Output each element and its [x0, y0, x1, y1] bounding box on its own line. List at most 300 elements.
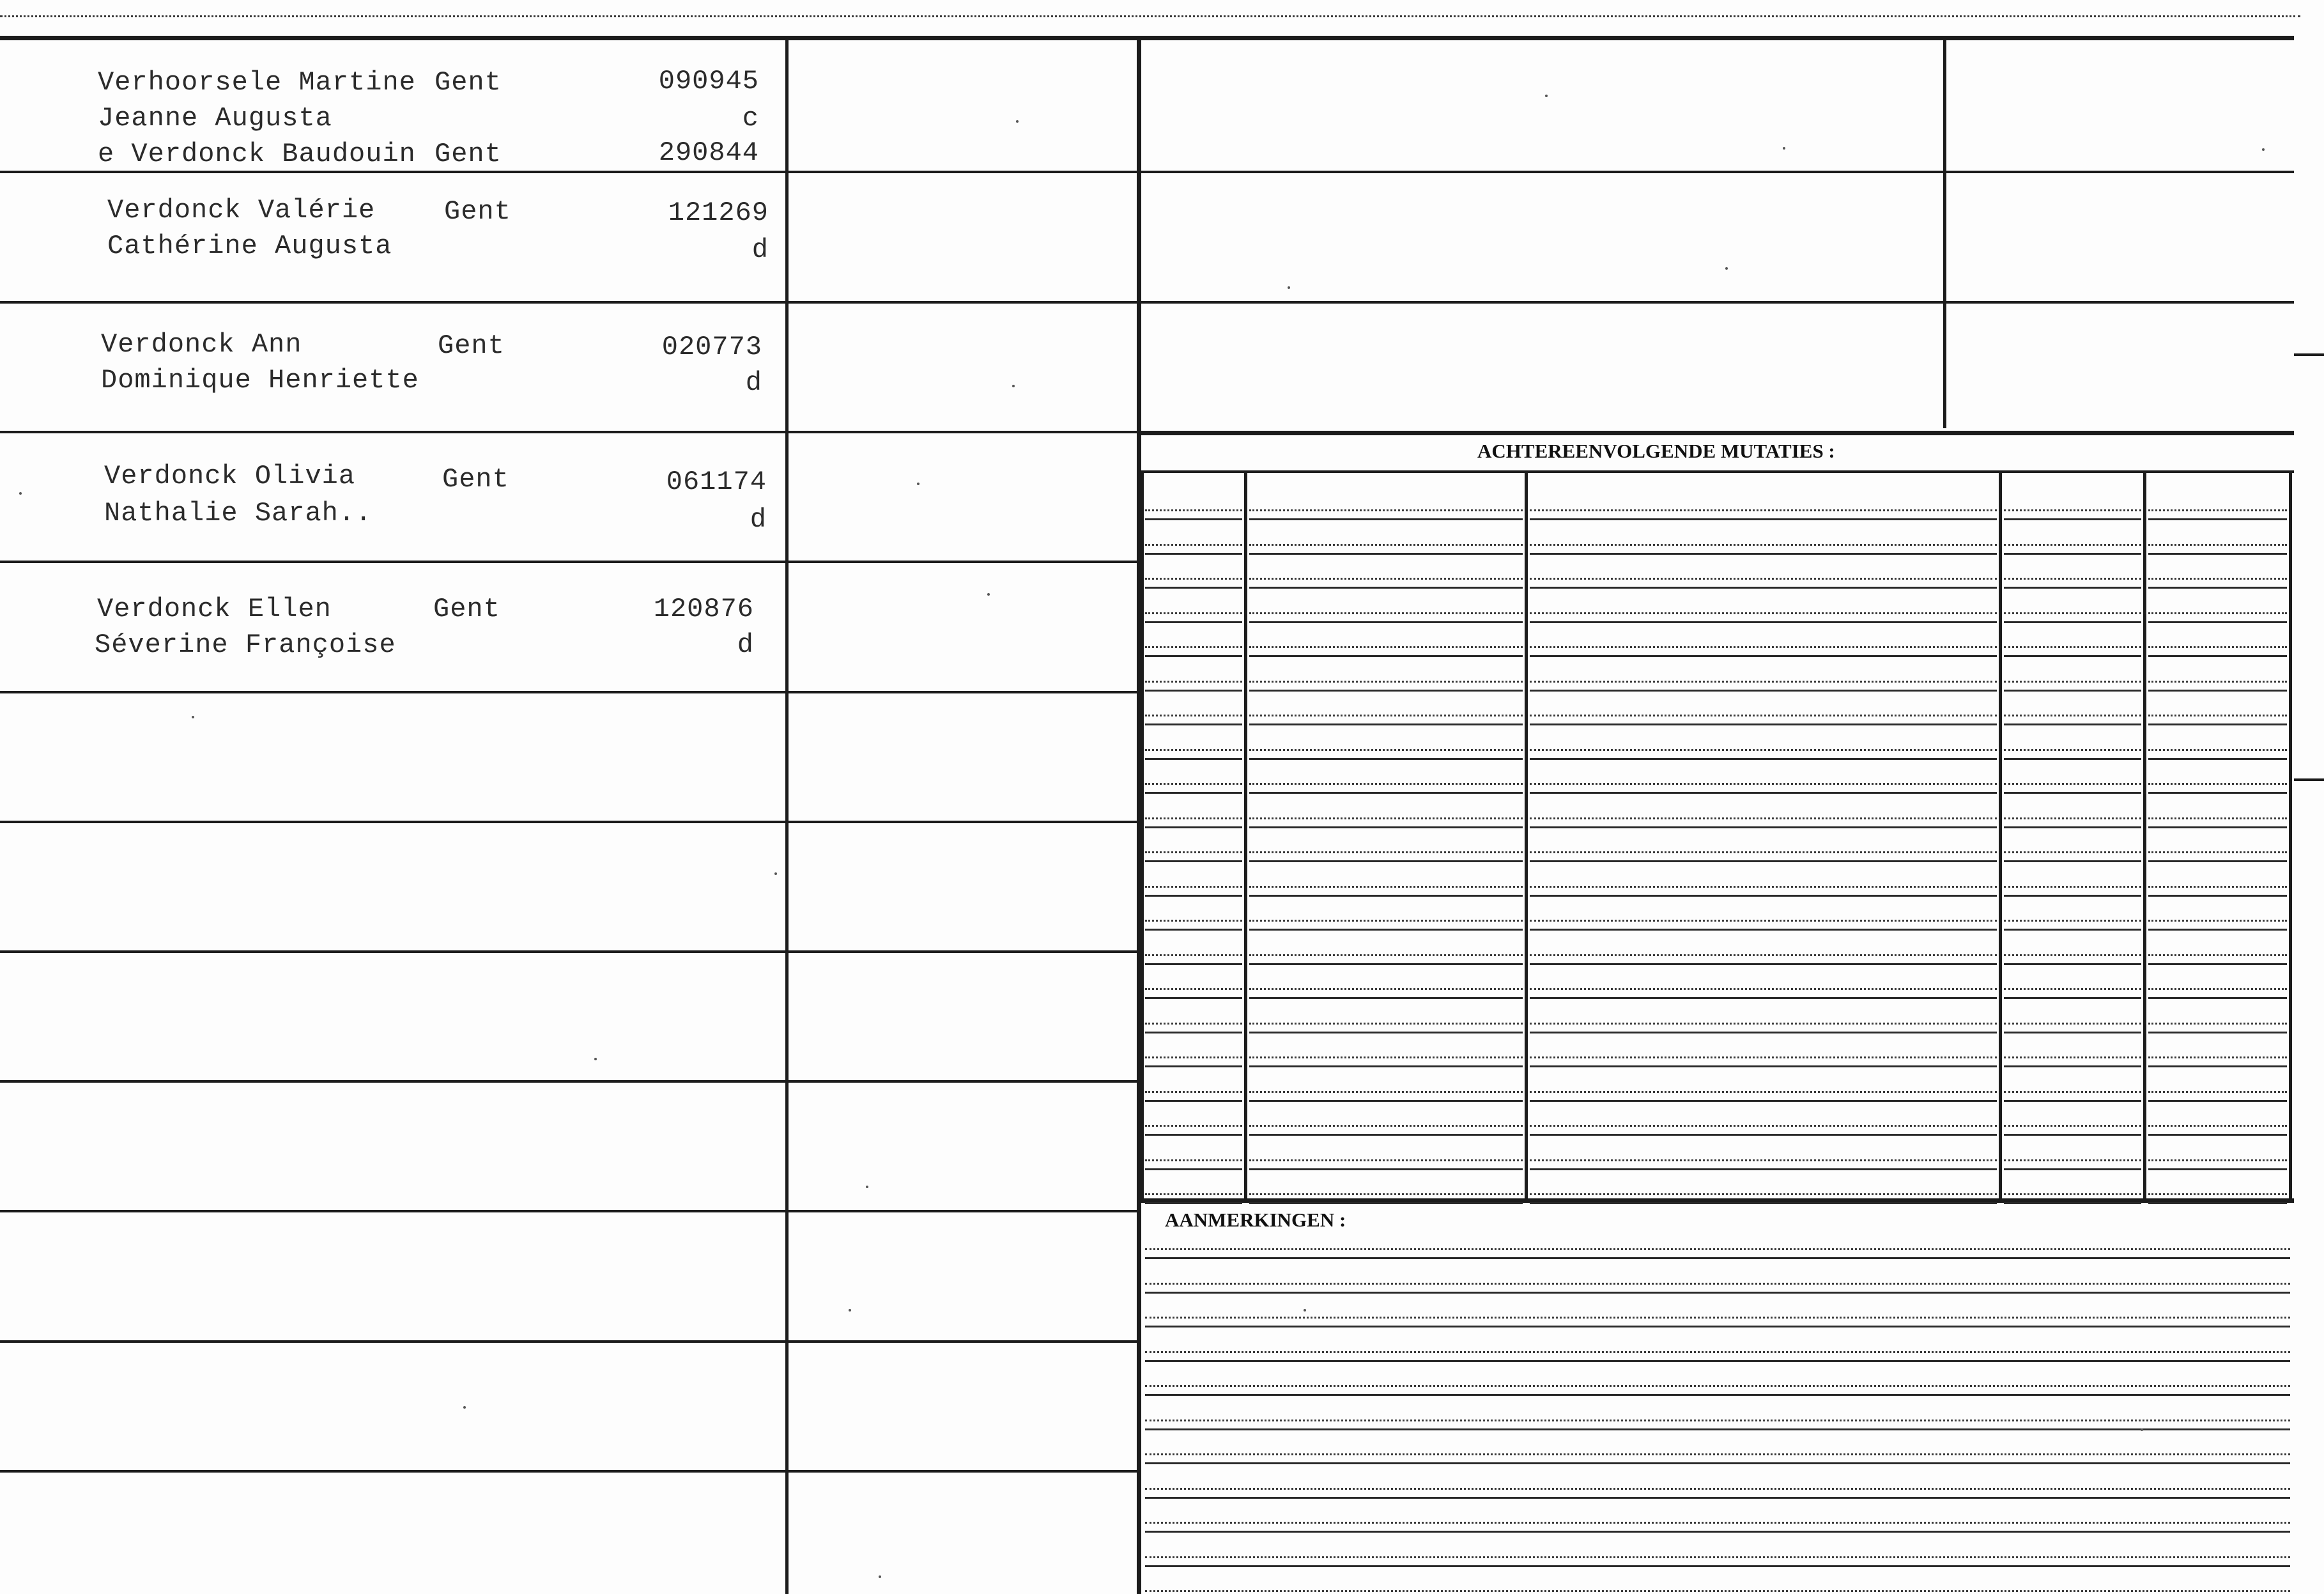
scan-speck	[879, 1575, 881, 1578]
scan-speck	[19, 492, 22, 495]
mutaties-solid-rule	[1145, 690, 1242, 692]
mutaties-dotted-rule	[1530, 612, 1997, 614]
row-separator	[0, 950, 1139, 953]
scan-speck	[192, 716, 194, 718]
mutaties-solid-rule	[2004, 690, 2141, 692]
mutaties-dotted-rule	[2004, 817, 2141, 819]
mutaties-dotted-rule	[2148, 1125, 2287, 1127]
aanmerkingen-dotted-rule	[1145, 1453, 2290, 1455]
mutaties-dotted-rule	[1530, 1091, 1997, 1093]
mutaties-dotted-rule	[2148, 1056, 2287, 1058]
mutaties-solid-rule	[1249, 895, 1523, 897]
mutaties-dotted-rule	[1530, 817, 1997, 819]
mutaties-solid-rule	[1530, 587, 1997, 589]
aanmerkingen-dotted-rule	[1145, 1420, 2290, 1421]
mutaties-dotted-rule	[1530, 886, 1997, 888]
record-date: 020773	[661, 332, 762, 362]
scan-speck	[463, 1406, 466, 1409]
mutaties-solid-rule	[1530, 723, 1997, 725]
scan-speck	[866, 1186, 868, 1188]
mutaties-solid-rule	[1249, 518, 1523, 520]
mutaties-dotted-rule	[1249, 988, 1523, 990]
mutaties-dotted-rule	[2004, 749, 2141, 751]
record-place: Gent	[433, 594, 500, 624]
row-separator	[0, 1080, 1139, 1083]
row-separator	[0, 821, 1139, 823]
mutaties-solid-rule	[1530, 1202, 1997, 1204]
scan-speck	[1783, 147, 1785, 150]
mutaties-dotted-rule	[2004, 920, 2141, 922]
aanmerkingen-dotted-rule	[1145, 1385, 2290, 1387]
mutaties-solid-rule	[2004, 1168, 2141, 1170]
top-border	[0, 36, 2294, 40]
mutaties-dotted-rule	[1145, 851, 1242, 853]
mutaties-solid-rule	[1530, 963, 1997, 965]
mutaties-solid-rule	[1145, 929, 1242, 931]
mutaties-dotted-rule	[1145, 817, 1242, 819]
mutaties-solid-rule	[1249, 723, 1523, 725]
mutaties-dotted-rule	[2004, 646, 2141, 648]
aanmerkingen-dotted-rule	[1145, 1351, 2290, 1353]
mutaties-solid-rule	[2148, 621, 2287, 623]
mutaties-solid-rule	[1145, 553, 1242, 555]
mutaties-dotted-rule	[1249, 544, 1523, 546]
mutaties-solid-rule	[1145, 1065, 1242, 1067]
mutaties-dotted-rule	[1145, 1159, 1242, 1161]
record-code: d	[745, 368, 762, 398]
mutaties-solid-rule	[1530, 655, 1997, 657]
mutaties-dotted-rule	[2004, 509, 2141, 511]
mutaties-dotted-rule	[1530, 920, 1997, 922]
scan-speck	[1016, 120, 1019, 123]
record-spouse-date: 290844	[658, 137, 759, 168]
mutaties-solid-rule	[2004, 997, 2141, 999]
mutaties-solid-rule	[1145, 860, 1242, 862]
row-separator	[0, 431, 1139, 433]
mutaties-dotted-rule	[1145, 1193, 1242, 1195]
mutaties-dotted-rule	[2004, 954, 2141, 956]
mutaties-dotted-rule	[1145, 544, 1242, 546]
aanmerkingen-dotted-rule	[1145, 1488, 2290, 1490]
mutaties-solid-rule	[1249, 758, 1523, 760]
scan-speck	[917, 483, 920, 485]
mutaties-dotted-rule	[1249, 578, 1523, 580]
mutaties-dotted-rule	[1249, 920, 1523, 922]
mutaties-solid-rule	[2148, 929, 2287, 931]
mutaties-dotted-rule	[1145, 1023, 1242, 1025]
mutaties-solid-rule	[1530, 553, 1997, 555]
aanmerkingen-dotted-rule	[1145, 1248, 2290, 1250]
mutaties-solid-rule	[2004, 587, 2141, 589]
mutaties-solid-rule	[2004, 1065, 2141, 1067]
row-separator	[0, 1340, 1139, 1343]
mutaties-solid-rule	[1249, 655, 1523, 657]
mutaties-solid-rule	[1530, 997, 1997, 999]
mutaties-solid-rule	[2148, 690, 2287, 692]
mutaties-dotted-rule	[1145, 646, 1242, 648]
record-date: 120876	[653, 594, 754, 624]
row-separator	[0, 301, 1139, 304]
mutaties-dotted-rule	[2148, 681, 2287, 683]
mutaties-solid-rule	[2004, 553, 2141, 555]
mutaties-solid-rule	[1145, 1032, 1242, 1033]
row-separator	[0, 561, 1139, 563]
record-name-line1: Verdonck Valérie	[107, 195, 376, 226]
right-row-separator	[1139, 171, 2294, 173]
mutaties-solid-rule	[1530, 1100, 1997, 1102]
mutaties-solid-rule	[1145, 895, 1242, 897]
scan-speck	[1545, 95, 1548, 97]
mutaties-solid-rule	[2148, 518, 2287, 520]
mutaties-col-divider	[2143, 470, 2146, 1200]
mutaties-dotted-rule	[2004, 612, 2141, 614]
mutaties-dotted-rule	[1530, 988, 1997, 990]
mutaties-solid-rule	[2148, 1100, 2287, 1102]
row-separator	[0, 1210, 1139, 1212]
mutaties-solid-rule	[1530, 518, 1997, 520]
mutaties-solid-rule	[2004, 792, 2141, 794]
mutaties-solid-rule	[1249, 792, 1523, 794]
mutaties-col-divider	[1244, 470, 1247, 1200]
record-name-line2: Dominique Henriette	[101, 365, 419, 396]
mutaties-dotted-rule	[1249, 646, 1523, 648]
mutaties-solid-rule	[2148, 792, 2287, 794]
scan-speck	[987, 593, 990, 596]
mutaties-solid-rule	[1145, 963, 1242, 965]
mutaties-solid-rule	[1145, 723, 1242, 725]
mutaties-dotted-rule	[2004, 1056, 2141, 1058]
mutaties-dotted-rule	[1145, 715, 1242, 716]
mutaties-dotted-rule	[1249, 1159, 1523, 1161]
record-place: Gent	[438, 330, 505, 361]
mutaties-solid-rule	[1530, 792, 1997, 794]
mutaties-dotted-rule	[2148, 920, 2287, 922]
mutaties-solid-rule	[1249, 1134, 1523, 1136]
mutaties-solid-rule	[1249, 860, 1523, 862]
mutaties-dotted-rule	[2148, 749, 2287, 751]
mutaties-dotted-rule	[1249, 851, 1523, 853]
aanmerkingen-solid-rule	[1145, 1394, 2290, 1396]
mutaties-dotted-rule	[1530, 851, 1997, 853]
mutaties-solid-rule	[2004, 860, 2141, 862]
mutaties-dotted-rule	[1530, 1193, 1997, 1195]
mutaties-solid-rule	[2004, 621, 2141, 623]
scan-speck	[2141, 1428, 2143, 1431]
mutaties-solid-rule	[1530, 860, 1997, 862]
mutaties-dotted-rule	[1145, 578, 1242, 580]
mutaties-dotted-rule	[1145, 954, 1242, 956]
mutaties-solid-rule	[1145, 1100, 1242, 1102]
record-code: d	[751, 235, 769, 265]
mutaties-dotted-rule	[1249, 749, 1523, 751]
mutaties-dotted-rule	[1145, 1091, 1242, 1093]
mutaties-solid-rule	[1249, 553, 1523, 555]
mutaties-dotted-rule	[2004, 578, 2141, 580]
mutaties-solid-rule	[1530, 929, 1997, 931]
mutaties-solid-rule	[2148, 655, 2287, 657]
mutaties-solid-rule	[1530, 621, 1997, 623]
row-separator	[0, 1470, 1139, 1473]
mutaties-dotted-rule	[2004, 1159, 2141, 1161]
mutaties-dotted-rule	[1145, 612, 1242, 614]
divider-col1	[785, 38, 789, 1594]
mutaties-dotted-rule	[2148, 851, 2287, 853]
mutaties-solid-rule	[2004, 1134, 2141, 1136]
mutaties-dotted-rule	[2004, 1023, 2141, 1025]
mutaties-dotted-rule	[1530, 783, 1997, 785]
mutaties-solid-rule	[1145, 1134, 1242, 1136]
mutaties-solid-rule	[1249, 1032, 1523, 1033]
aanmerkingen-solid-rule	[1145, 1428, 2290, 1430]
aanmerkingen-dotted-rule	[1145, 1590, 2290, 1592]
mutaties-solid-rule	[2004, 826, 2141, 828]
scan-speck	[849, 1309, 851, 1312]
mutaties-solid-rule	[1249, 929, 1523, 931]
mutaties-dotted-rule	[2148, 715, 2287, 716]
mutaties-solid-rule	[2004, 895, 2141, 897]
row-separator	[0, 691, 1139, 693]
mutaties-dotted-rule	[2004, 681, 2141, 683]
mutaties-dotted-rule	[1249, 1056, 1523, 1058]
record-name-line1: Verdonck Olivia	[104, 461, 356, 491]
mutaties-solid-rule	[2148, 997, 2287, 999]
mutaties-solid-rule	[1530, 826, 1997, 828]
mutaties-col-divider	[1525, 470, 1528, 1200]
mutaties-col-divider	[1999, 470, 2002, 1200]
aanmerkingen-heading: AANMERKINGEN :	[1165, 1209, 1346, 1231]
mutaties-dotted-rule	[1145, 886, 1242, 888]
record-name-line2: Nathalie Sarah..	[104, 498, 373, 529]
mutaties-solid-rule	[1145, 826, 1242, 828]
mutaties-solid-rule	[1530, 1134, 1997, 1136]
mutaties-solid-rule	[2148, 758, 2287, 760]
mutaties-solid-rule	[1530, 690, 1997, 692]
aanmerkingen-solid-rule	[1145, 1292, 2290, 1294]
mutaties-dotted-rule	[1145, 681, 1242, 683]
mutaties-solid-rule	[2004, 929, 2141, 931]
mutaties-solid-rule	[2004, 1202, 2141, 1204]
mutaties-solid-rule	[2148, 895, 2287, 897]
mutaties-dotted-rule	[2148, 1193, 2287, 1195]
mutaties-dotted-rule	[2004, 988, 2141, 990]
mutaties-dotted-rule	[2004, 1091, 2141, 1093]
mutaties-dotted-rule	[1530, 715, 1997, 716]
aanmerkingen-dotted-rule	[1145, 1317, 2290, 1319]
mutaties-solid-rule	[1249, 587, 1523, 589]
mutaties-grid-top	[1139, 470, 2294, 473]
mutaties-dotted-rule	[1530, 749, 1997, 751]
scan-speck	[1288, 286, 1290, 289]
record-spouse-place: Gent	[435, 139, 502, 169]
row-separator	[0, 171, 1139, 173]
mutaties-dotted-rule	[1145, 988, 1242, 990]
scan-speck	[1012, 385, 1015, 387]
mutaties-solid-rule	[2004, 655, 2141, 657]
scan-speck	[1304, 1309, 1306, 1312]
mutaties-dotted-rule	[2004, 886, 2141, 888]
mutaties-dotted-rule	[1530, 954, 1997, 956]
mutaties-solid-rule	[2148, 553, 2287, 555]
mutaties-solid-rule	[2148, 860, 2287, 862]
record-place: Gent	[435, 67, 502, 98]
mutaties-solid-rule	[2004, 1032, 2141, 1033]
mutaties-dotted-rule	[2004, 783, 2141, 785]
scan-speck	[594, 1058, 597, 1060]
mutaties-dotted-rule	[2148, 612, 2287, 614]
mutaties-dotted-rule	[1145, 509, 1242, 511]
mutaties-dotted-rule	[1530, 1056, 1997, 1058]
mutaties-solid-rule	[1249, 690, 1523, 692]
mutaties-dotted-rule	[2004, 544, 2141, 546]
mutaties-dotted-rule	[1145, 1056, 1242, 1058]
mutaties-dotted-rule	[2148, 578, 2287, 580]
mutaties-solid-rule	[1249, 997, 1523, 999]
mutaties-solid-rule	[2004, 758, 2141, 760]
mutaties-dotted-rule	[1145, 749, 1242, 751]
mutaties-solid-rule	[2148, 826, 2287, 828]
mutaties-solid-rule	[1249, 1100, 1523, 1102]
mutaties-solid-rule	[2148, 1065, 2287, 1067]
mutaties-solid-rule	[2148, 1032, 2287, 1033]
mutaties-dotted-rule	[2004, 715, 2141, 716]
mutaties-dotted-rule	[2004, 1193, 2141, 1195]
record-code: c	[742, 103, 759, 134]
mutaties-solid-rule	[2004, 1100, 2141, 1102]
mutaties-solid-rule	[1249, 621, 1523, 623]
record-date: 090945	[658, 66, 759, 97]
mutaties-solid-rule	[1145, 518, 1242, 520]
mutaties-solid-rule	[1145, 587, 1242, 589]
mutaties-dotted-rule	[1249, 1091, 1523, 1093]
mutaties-dotted-rule	[2148, 1023, 2287, 1025]
mutaties-solid-rule	[2148, 1168, 2287, 1170]
mutaties-dotted-rule	[1249, 886, 1523, 888]
record-place: Gent	[442, 464, 509, 495]
mutaties-dotted-rule	[1530, 509, 1997, 511]
mutaties-dotted-rule	[1249, 715, 1523, 716]
mutaties-dotted-rule	[1249, 817, 1523, 819]
mutaties-dotted-rule	[1530, 1023, 1997, 1025]
scan-speck	[1725, 267, 1728, 270]
record-name-line1: Verdonck Ann	[101, 329, 302, 360]
record-date: 121269	[668, 197, 769, 228]
mutaties-solid-rule	[1145, 1168, 1242, 1170]
mutaties-solid-rule	[1145, 655, 1242, 657]
aanmerkingen-dotted-rule	[1145, 1556, 2290, 1558]
margin-tick	[2294, 778, 2324, 781]
mutaties-solid-rule	[2148, 1134, 2287, 1136]
mutaties-solid-rule	[1249, 1168, 1523, 1170]
mutaties-dotted-rule	[1249, 1125, 1523, 1127]
mutaties-dotted-rule	[1249, 783, 1523, 785]
mutaties-solid-rule	[1145, 621, 1242, 623]
mutaties-solid-rule	[1530, 1065, 1997, 1067]
mutaties-dotted-rule	[1145, 920, 1242, 922]
mutaties-solid-rule	[1530, 758, 1997, 760]
mutaties-solid-rule	[1530, 895, 1997, 897]
aanmerkingen-solid-rule	[1145, 1257, 2290, 1259]
mutaties-dotted-rule	[2148, 954, 2287, 956]
mutaties-solid-rule	[1145, 997, 1242, 999]
aanmerkingen-dotted-rule	[1145, 1522, 2290, 1524]
right-row-separator	[1139, 301, 2294, 304]
top-dotted-edge	[0, 15, 2300, 17]
mutaties-dotted-rule	[1530, 1159, 1997, 1161]
mutaties-dotted-rule	[2148, 509, 2287, 511]
mutaties-dotted-rule	[1249, 954, 1523, 956]
mutaties-solid-rule	[1249, 826, 1523, 828]
mutaties-solid-rule	[2148, 1202, 2287, 1204]
mutaties-dotted-rule	[1249, 681, 1523, 683]
record-name-line1: Verhoorsele Martine	[98, 67, 416, 98]
mutaties-dotted-rule	[2004, 1125, 2141, 1127]
mutaties-dotted-rule	[1530, 681, 1997, 683]
record-code: d	[737, 630, 754, 660]
mutaties-solid-rule	[1249, 1065, 1523, 1067]
mutaties-grid-left	[1141, 470, 1144, 1200]
mutaties-dotted-rule	[1145, 783, 1242, 785]
mutaties-dotted-rule	[2148, 544, 2287, 546]
mutaties-solid-rule	[2004, 723, 2141, 725]
mutaties-solid-rule	[1530, 1032, 1997, 1033]
mutaties-dotted-rule	[2148, 1091, 2287, 1093]
mutaties-dotted-rule	[1530, 646, 1997, 648]
mutaties-dotted-rule	[2004, 851, 2141, 853]
mutaties-dotted-rule	[1249, 612, 1523, 614]
mutaties-grid-right	[2289, 470, 2292, 1200]
record-place: Gent	[444, 196, 511, 227]
divider-col3	[1943, 38, 1946, 428]
mutaties-solid-rule	[1145, 792, 1242, 794]
record-date: 061174	[666, 467, 767, 497]
mutaties-dotted-rule	[2148, 646, 2287, 648]
mutaties-solid-rule	[1145, 758, 1242, 760]
record-name-line1: Verdonck Ellen	[97, 594, 332, 624]
record-spouse-name: e Verdonck Baudouin	[98, 139, 416, 169]
mutaties-solid-rule	[1249, 1202, 1523, 1204]
record-name-line2: Séverine Françoise	[95, 630, 396, 660]
mutaties-solid-rule	[1145, 1202, 1242, 1204]
mutaties-dotted-rule	[2148, 988, 2287, 990]
aanmerkingen-dotted-rule	[1145, 1283, 2290, 1285]
record-code: d	[750, 504, 767, 535]
mutaties-dotted-rule	[1249, 1023, 1523, 1025]
mutaties-top-border	[1139, 431, 2294, 435]
mutaties-solid-rule	[2148, 587, 2287, 589]
mutaties-heading: ACHTEREENVOLGENDE MUTATIES :	[1477, 440, 1835, 462]
scan-speck	[774, 872, 777, 875]
mutaties-solid-rule	[2004, 518, 2141, 520]
mutaties-dotted-rule	[2148, 783, 2287, 785]
mutaties-dotted-rule	[1249, 1193, 1523, 1195]
aanmerkingen-solid-rule	[1145, 1360, 2290, 1362]
mutaties-dotted-rule	[1145, 1125, 1242, 1127]
mutaties-dotted-rule	[1530, 1125, 1997, 1127]
aanmerkingen-solid-rule	[1145, 1565, 2290, 1567]
aanmerkingen-solid-rule	[1145, 1497, 2290, 1499]
mutaties-dotted-rule	[1249, 509, 1523, 511]
aanmerkingen-solid-rule	[1145, 1326, 2290, 1327]
mutaties-solid-rule	[2004, 963, 2141, 965]
mutaties-dotted-rule	[2148, 817, 2287, 819]
scan-speck	[2262, 148, 2265, 151]
mutaties-solid-rule	[2148, 963, 2287, 965]
mutaties-solid-rule	[2148, 723, 2287, 725]
record-name-line2: Jeanne Augusta	[98, 103, 332, 134]
aanmerkingen-solid-rule	[1145, 1531, 2290, 1533]
mutaties-dotted-rule	[2148, 1159, 2287, 1161]
margin-tick	[2294, 353, 2324, 356]
